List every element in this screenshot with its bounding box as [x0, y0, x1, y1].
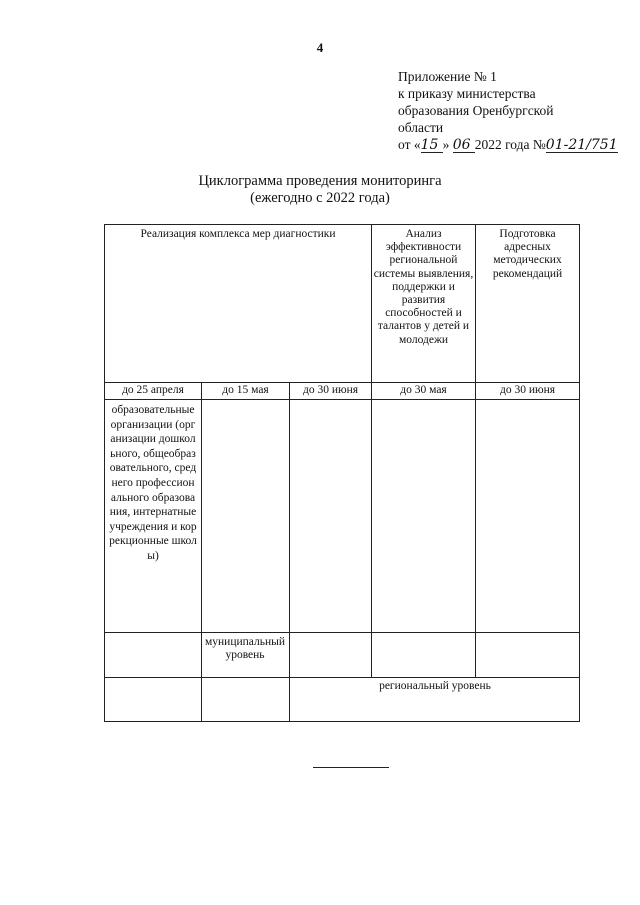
table-col-divider — [201, 382, 202, 722]
organizations-cell: образовательные организации (организации дошкольного, общеобразовательного, среднего профессионального образования, интернатные учреждения и коррекционные школы) — [109, 404, 197, 562]
table-col-divider — [475, 224, 476, 677]
table-row-divider — [104, 399, 580, 400]
order-date-line — [398, 136, 618, 153]
appendix-line-1: Приложение № 1 — [398, 69, 497, 84]
header-recommendations: Подготовка адресных методических рекомендаций — [492, 228, 563, 280]
date-year: 2022 года № — [474, 137, 546, 152]
title-line-2: (ежегодно с 2022 года) — [250, 190, 390, 206]
document-title — [0, 173, 640, 207]
date-mid: » — [442, 137, 450, 152]
header-diagnostics: Реализация комплекса мер диагностики — [140, 228, 336, 240]
regional-level-cell: региональный уровень — [379, 680, 491, 692]
appendix-line-4: области — [398, 120, 444, 135]
table-border-top — [104, 224, 580, 225]
date-day: 15 — [421, 139, 443, 153]
order-number: 01-21/751 — [545, 137, 618, 153]
table-row-divider — [104, 632, 580, 633]
date-month: 06 — [453, 139, 475, 153]
appendix-header — [398, 68, 618, 153]
deadline-cell: до 30 мая — [400, 384, 447, 396]
deadline-cell: до 30 июня — [499, 384, 556, 396]
date-prefix: от « — [398, 137, 421, 152]
header-analysis: Анализ эффективности региональной системы выявления, поддержки и развития способностей и талантов у детей и молодежи — [373, 228, 474, 346]
table-row-divider — [104, 382, 580, 383]
footer-divider — [313, 767, 389, 768]
appendix-line-2: к приказу министерства — [398, 86, 536, 101]
table-row-divider — [104, 677, 580, 678]
municipal-level-cell: муниципальный уровень — [204, 636, 286, 662]
deadline-cell: до 25 апреля — [122, 384, 184, 396]
table-col-divider — [289, 382, 290, 722]
page-number: 4 — [316, 40, 324, 55]
table-col-divider — [371, 224, 372, 677]
table-border-bottom — [104, 721, 580, 722]
deadline-cell: до 30 июня — [302, 384, 359, 396]
deadline-cell: до 15 мая — [222, 384, 269, 396]
title-line-1: Циклограмма проведения мониторинга — [198, 173, 442, 189]
table-border-left — [104, 224, 105, 722]
appendix-line-3: образования Оренбургской — [398, 103, 554, 118]
table-border-right — [579, 224, 580, 722]
